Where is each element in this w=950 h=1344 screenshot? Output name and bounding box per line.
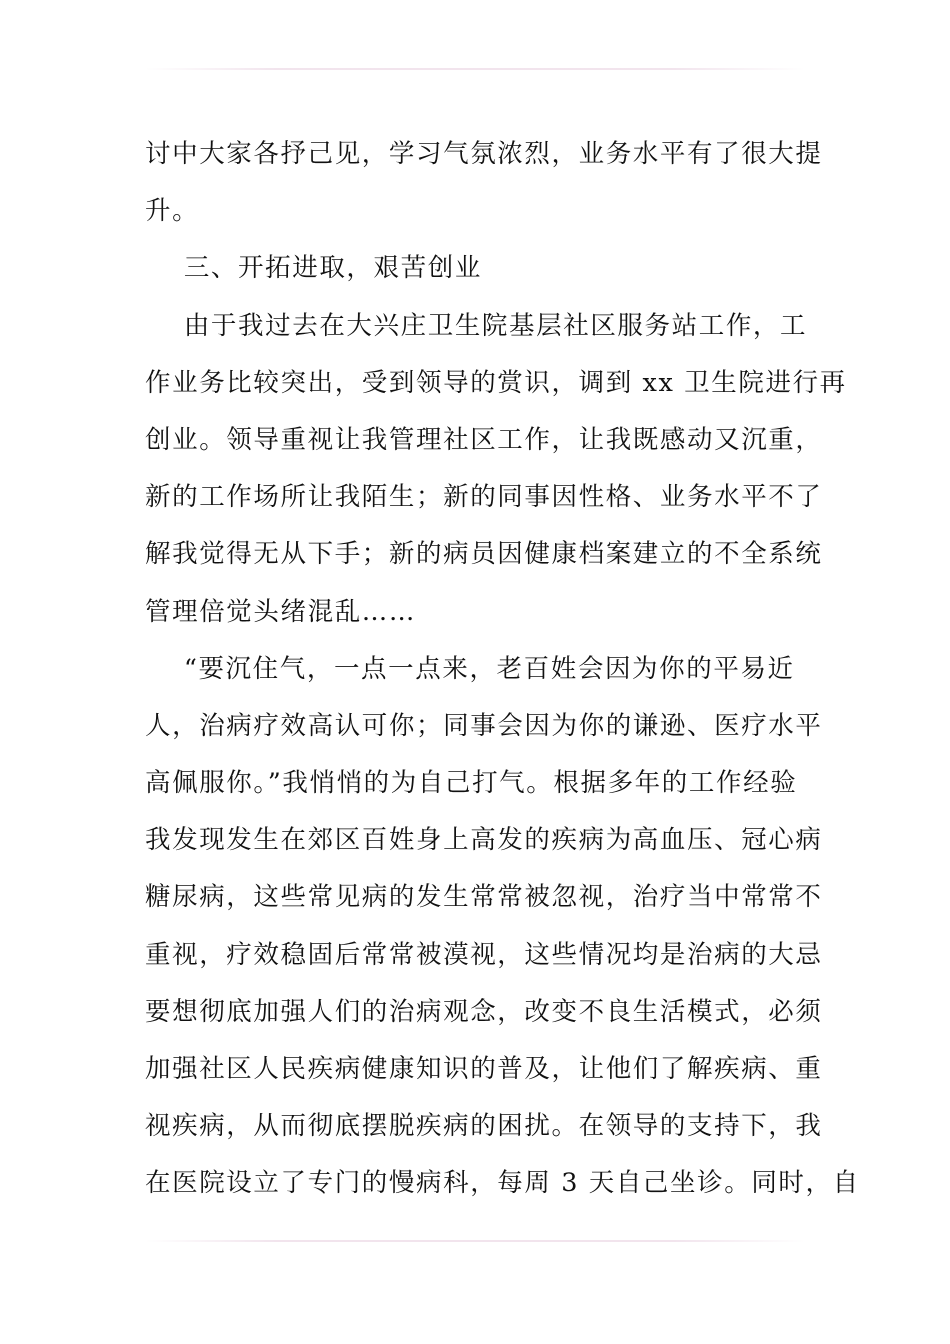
text-line: 由于我过去在大兴庄卫生院基层社区服务站工作，工 (145, 310, 808, 341)
text-line: 人，治病疗效高认可你；同事会因为你的谦逊、医疗水平 (145, 710, 823, 741)
header-rule (145, 68, 805, 70)
text-line: 创业。领导重视让我管理社区工作，让我既感动又沉重， (145, 424, 823, 455)
text-line: 讨中大家各抒己见，学习气氛浓烈，业务水平有了很大提 (145, 139, 823, 169)
text-line: 我发现发生在郊区百姓身上高发的疾病为高血压、冠心病 (145, 825, 823, 856)
text-line: 高佩服你。”我悄悄的为自己打气。根据多年的工作经验 (145, 768, 798, 799)
text-line: 管理倍觉头绪混乱…… (145, 596, 417, 627)
text-line: 在医院设立了专门的慢病科，每周 3 天自己坐诊。同时，自 (145, 1168, 860, 1199)
footer-rule (145, 1240, 805, 1242)
text-line: 解我觉得无从下手；新的病员因健康档案建立的不全系统 (145, 539, 823, 570)
text-line: 新的工作场所让我陌生；新的同事因性格、业务水平不了 (145, 482, 823, 513)
text-line: 要想彻底加强人们的治病观念，改变不良生活模式，必须 (145, 996, 823, 1027)
body-text (145, 126, 860, 1213)
text-line: “要沉住气，一点一点来，老百姓会因为你的平易近 (145, 653, 795, 684)
text-line: 升。 (145, 196, 200, 227)
text-line: 视疾病，从而彻底摆脱疾病的困扰。在领导的支持下，我 (145, 1111, 823, 1142)
text-line: 糖尿病，这些常见病的发生常常被忽视，治疗当中常常不 (145, 882, 823, 913)
text-line: 加强社区人民疾病健康知识的普及，让他们了解疾病、重 (145, 1054, 823, 1084)
text-line: 重视，疗效稳固后常常被漠视，这些情况均是治病的大忌 (145, 939, 823, 970)
section-heading: 三、开拓进取，艰苦创业 (145, 253, 482, 284)
text-line: 作业务比较突出，受到领导的赏识，调到 xx 卫生院进行再 (145, 367, 847, 398)
